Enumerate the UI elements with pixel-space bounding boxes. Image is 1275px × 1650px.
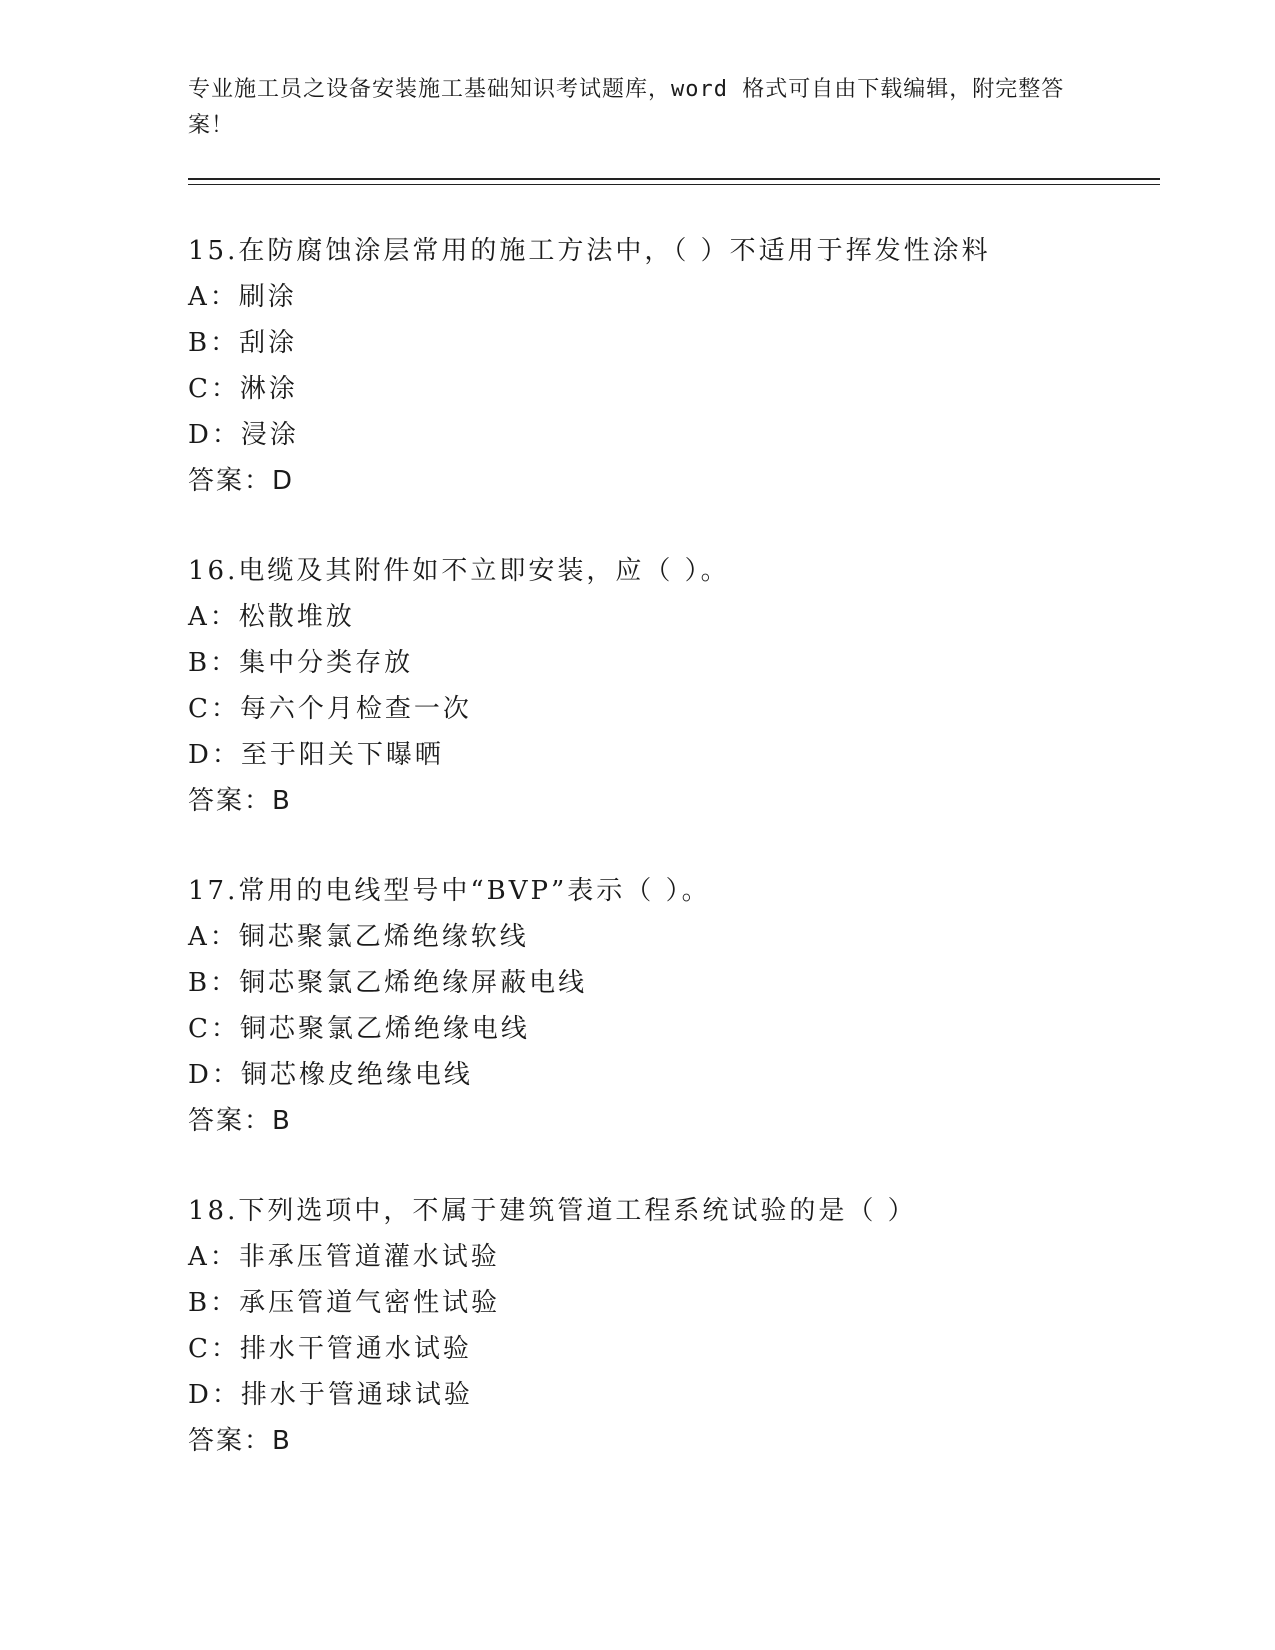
option-c: C：每六个月检查一次 [188, 694, 472, 724]
question-stem: 16.电缆及其附件如不立即安装，应（ ）。 [188, 556, 730, 586]
question-17 [188, 868, 1188, 1144]
option-b: B：铜芯聚氯乙烯绝缘屏蔽电线 [188, 968, 588, 998]
answer-label: 答案：B [188, 1106, 292, 1136]
option-a: A：刷涂 [188, 282, 297, 312]
option-a: A：松散堆放 [188, 602, 355, 632]
option-b: B：承压管道气密性试验 [188, 1288, 501, 1318]
option-a: A：铜芯聚氯乙烯绝缘软线 [188, 922, 529, 952]
option-d: D：铜芯橡皮绝缘电线 [188, 1060, 473, 1090]
question-stem: 15.在防腐蚀涂层常用的施工方法中，（ ）不适用于挥发性涂料 [188, 236, 991, 266]
option-b: B：集中分类存放 [188, 648, 414, 678]
header-divider-thick [188, 178, 1160, 180]
question-15 [188, 228, 1188, 504]
option-c: C：排水干管通水试验 [188, 1334, 472, 1364]
option-c: C：铜芯聚氯乙烯绝缘电线 [188, 1014, 530, 1044]
question-stem: 18.下列选项中，不属于建筑管道工程系统试验的是（ ） [188, 1196, 917, 1226]
answer-label: 答案：D [188, 466, 295, 496]
answer-label: 答案：B [188, 786, 292, 816]
option-d: D：浸涂 [188, 420, 299, 450]
header-divider-thin [188, 184, 1160, 185]
question-18 [188, 1188, 1188, 1464]
option-d: D：至于阳关下曝晒 [188, 740, 444, 770]
answer-label: 答案：B [188, 1426, 292, 1456]
option-c: C：淋涂 [188, 374, 298, 404]
option-d: D：排水于管通球试验 [188, 1380, 473, 1410]
question-16 [188, 548, 1188, 824]
option-b: B：刮涂 [188, 328, 298, 358]
option-a: A：非承压管道灌水试验 [188, 1242, 500, 1272]
question-stem: 17.常用的电线型号中“BVP”表示（ ）。 [188, 876, 711, 906]
document-header: 专业施工员之设备安装施工基础知识考试题库，word 格式可自由下载编辑，附完整答案！ [188, 77, 1065, 138]
